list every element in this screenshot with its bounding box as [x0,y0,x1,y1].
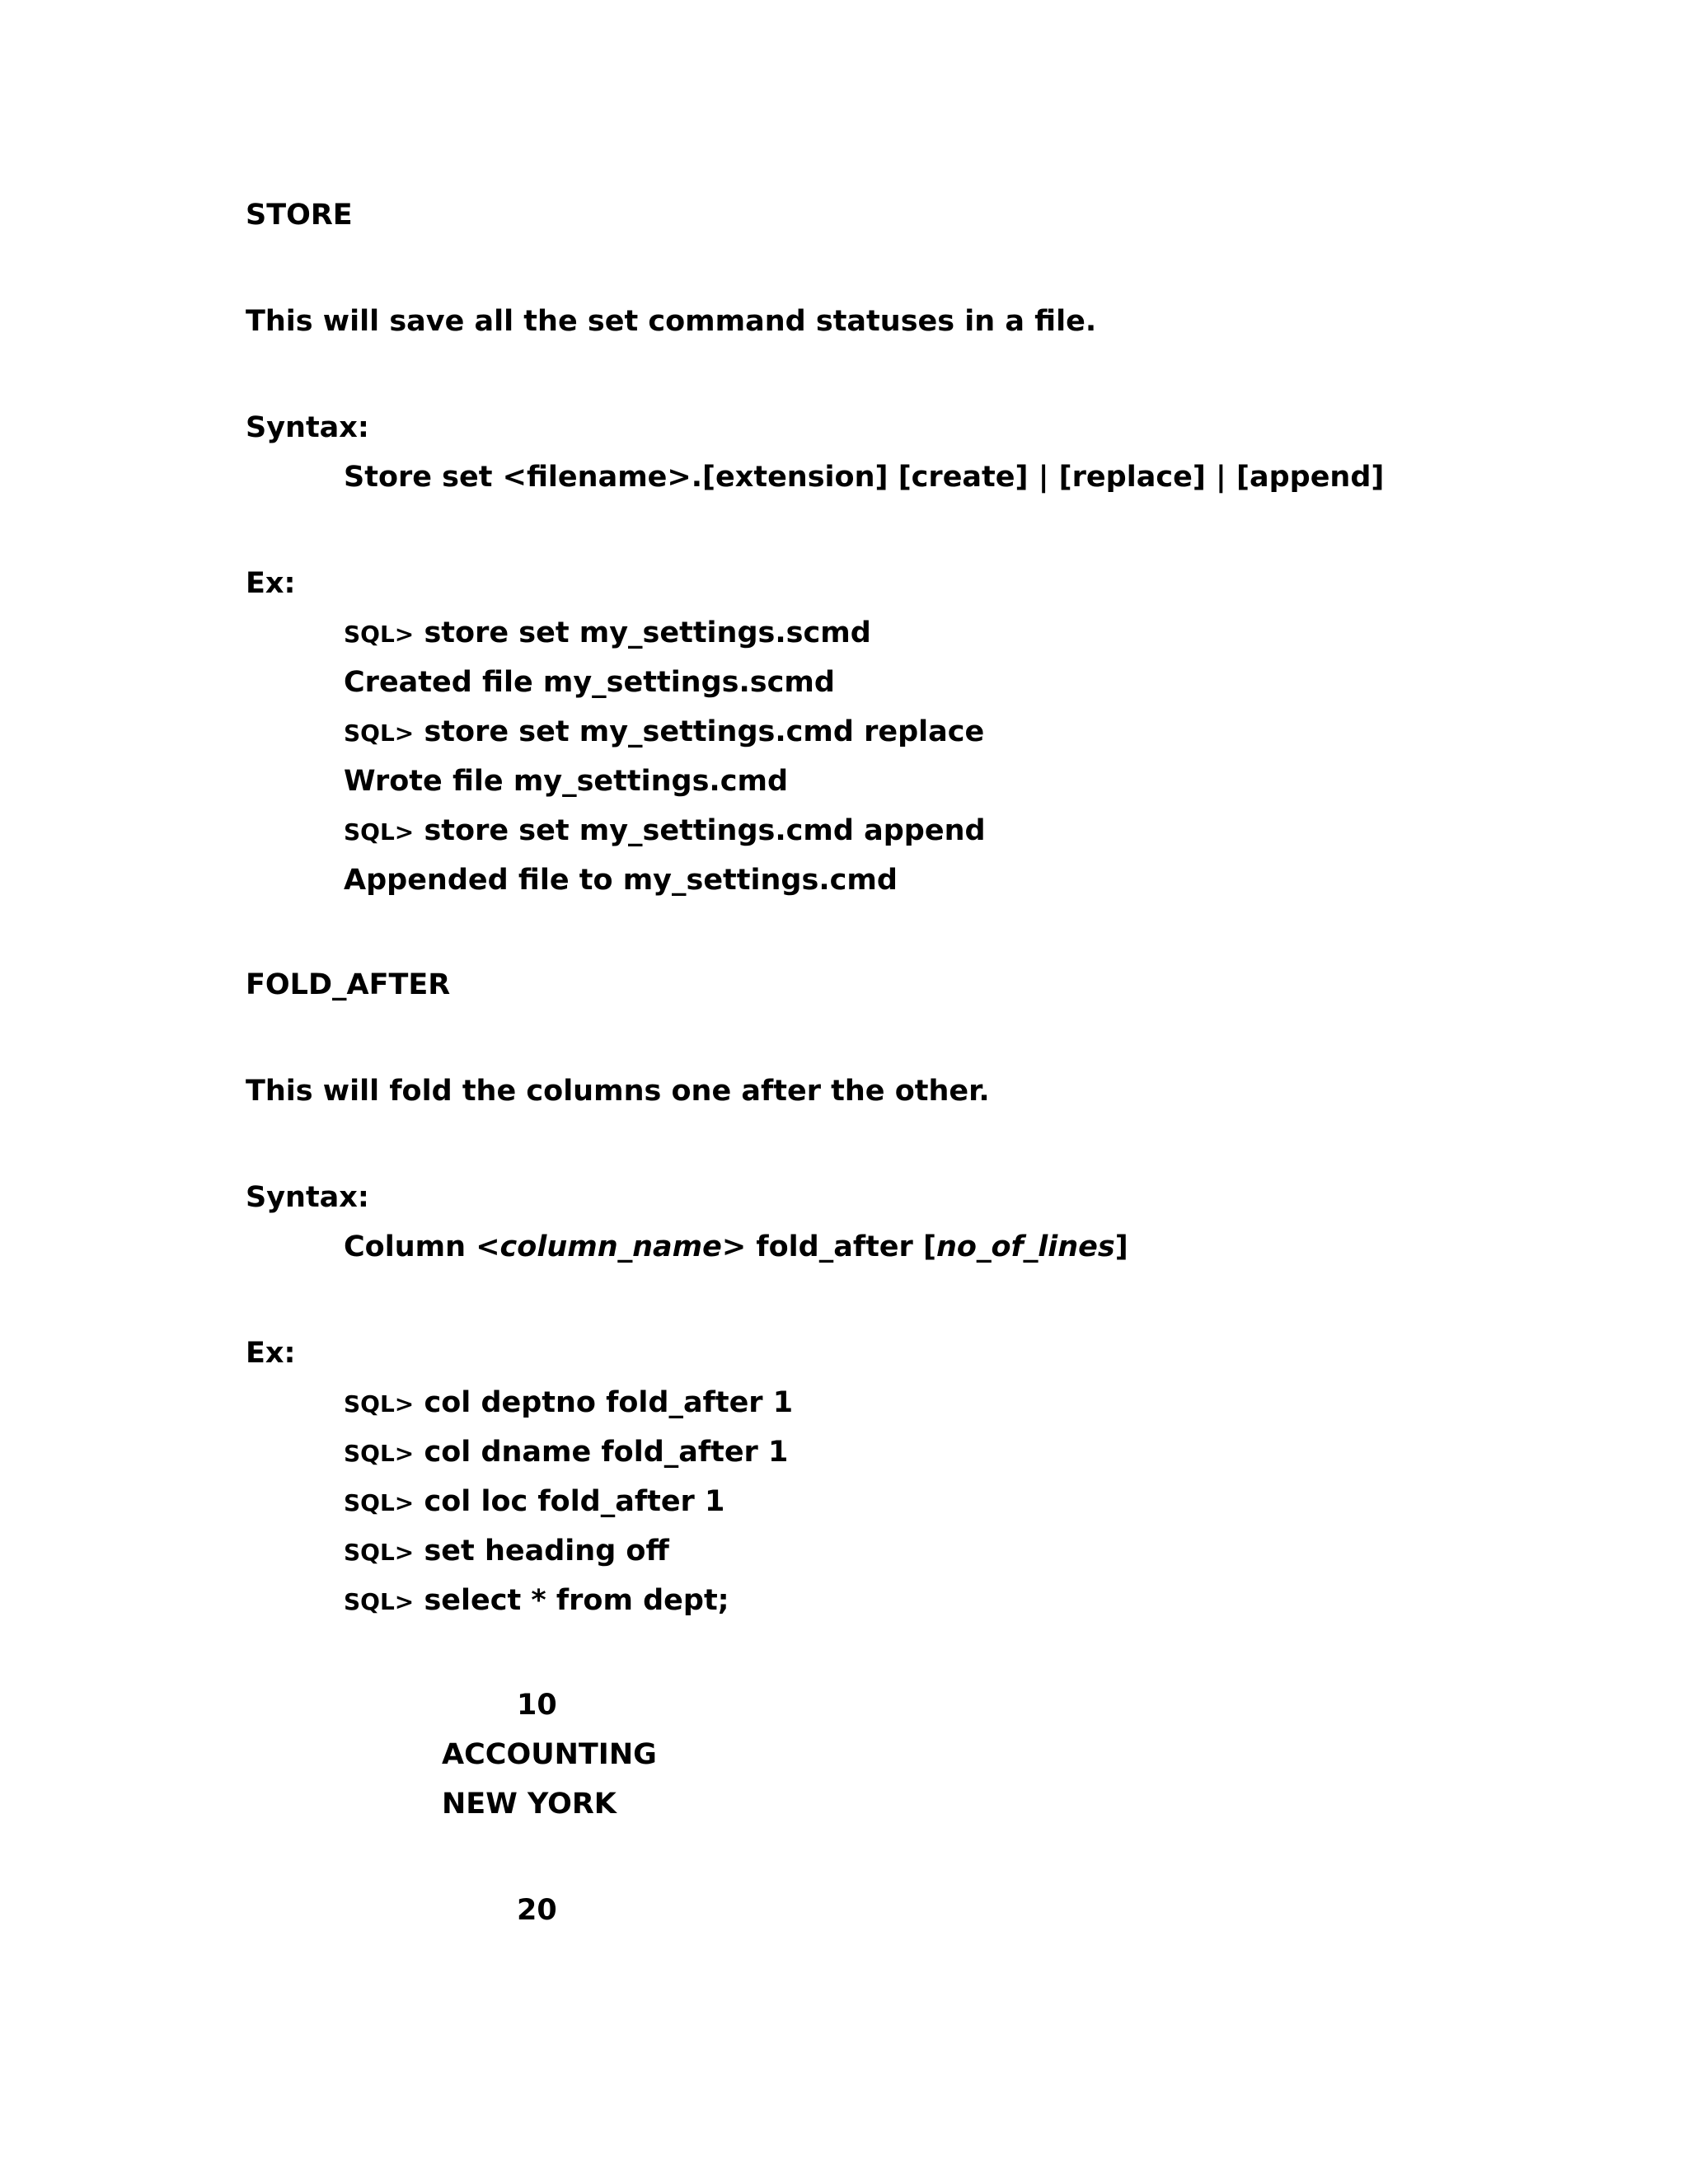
fold-after-example-line [344,1537,669,1566]
example-text: col dname fold_after 1 [414,1436,789,1469]
sql-prompt: SQL> [344,1440,415,1467]
sql-prompt: SQL> [344,1489,415,1516]
fold-after-example-label: Ex: [246,1337,296,1370]
example-text: Wrote file my_settings.cmd [344,765,788,798]
sql-prompt: SQL> [344,621,415,648]
output-dname: ACCOUNTING [442,1738,657,1771]
fold-after-example-line [344,1438,788,1467]
example-text: Created file my_settings.scmd [344,666,835,699]
example-text: Appended file to my_settings.cmd [344,864,898,897]
output-loc: NEW YORK [442,1788,617,1821]
store-syntax-label: Syntax: [246,411,369,444]
fold-after-description: This will fold the columns one after the other. [246,1075,990,1108]
store-example-line [344,767,788,796]
sql-prompt: SQL> [344,719,415,747]
example-text: set heading off [414,1535,669,1568]
sql-prompt: SQL> [344,1588,415,1615]
sql-prompt: SQL> [344,1539,415,1566]
example-text: store set my_settings.cmd append [414,814,986,847]
syntax-placeholder-column-name: column_name [499,1230,722,1263]
sql-prompt: SQL> [344,818,415,846]
store-example-line [344,866,898,895]
output-deptno: 20 [517,1894,557,1927]
section-heading-fold-after: FOLD_AFTER [246,968,451,1001]
syntax-part: Column < [344,1230,500,1263]
fold-after-example-line [344,1386,794,1419]
example-text: select * from dept; [414,1584,729,1617]
store-description: This will save all the set command statuses in a file. [246,305,1097,338]
store-syntax-line: Store set <filename>.[extension] [create] | [replace] | [append] [344,461,1385,494]
fold-after-example-line [344,1586,729,1615]
example-text: store set my_settings.cmd replace [414,715,985,748]
store-example-label: Ex: [246,567,296,600]
syntax-part: > fold_after [ [721,1230,936,1263]
section-heading-store: STORE [246,199,353,232]
sql-prompt: SQL> [344,1390,415,1418]
fold-after-example-line [344,1485,725,1518]
syntax-placeholder-no-of-lines: no_of_lines [935,1230,1115,1263]
store-example-line [344,814,986,847]
example-text: col deptno fold_after 1 [414,1386,794,1419]
example-text: store set my_settings.scmd [414,616,871,649]
store-example-line [344,616,871,649]
example-text: col loc fold_after 1 [414,1485,725,1518]
fold-after-syntax-label: Syntax: [246,1181,369,1214]
store-example-line [344,715,985,748]
output-deptno: 10 [517,1689,557,1722]
syntax-part: ] [1114,1230,1128,1263]
fold-after-syntax-line [344,1230,1128,1263]
store-example-line [344,668,835,697]
